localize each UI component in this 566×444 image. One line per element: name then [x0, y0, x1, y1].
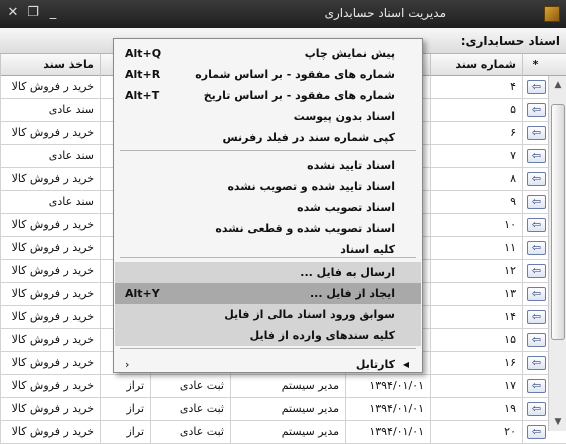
cell-row-selector: [522, 283, 548, 305]
row-open-arrow-icon[interactable]: ⇦: [527, 149, 546, 163]
cell-number: ۱۴: [430, 306, 522, 328]
row-open-arrow-icon[interactable]: ⇦: [527, 103, 546, 117]
row-open-arrow-icon[interactable]: ⇦: [527, 218, 546, 232]
context-menu: [113, 38, 423, 373]
cell-source: خرید ر فروش کالا: [0, 398, 100, 420]
row-open-arrow-icon[interactable]: ⇦: [527, 310, 546, 324]
cell-row-selector: [522, 214, 548, 236]
menu-item-label: شماره های مفقود - بر اساس تاریخ: [203, 89, 395, 102]
cell-date: ۱۳۹۴/۰۱/۰۱: [345, 421, 430, 443]
cell-row-selector: [522, 375, 548, 397]
menu-item-label: سوابق ورود اسناد مالی از فایل: [224, 308, 395, 321]
cell-source: خرید ر فروش کالا: [0, 375, 100, 397]
cell-row-selector: [522, 145, 548, 167]
menu-item[interactable]: [115, 239, 421, 260]
cell-type: تراز: [100, 421, 150, 443]
cell-number: ۲۰: [430, 421, 522, 443]
row-open-arrow-icon[interactable]: ⇦: [527, 356, 546, 370]
cell-row-selector: [522, 329, 548, 351]
menu-item-label: اسناد تصویب شده: [297, 201, 395, 214]
column-header-marker[interactable]: *: [522, 54, 548, 76]
app-logo-icon: [544, 6, 560, 22]
vertical-scrollbar[interactable]: [548, 76, 566, 431]
cell-source: خرید ر فروش کالا: [0, 237, 100, 259]
table-row[interactable]: [0, 375, 566, 398]
cell-number: ۱۱: [430, 237, 522, 259]
cell-type: تراز: [100, 375, 150, 397]
cell-number: ۱۵: [430, 329, 522, 351]
cell-source: سند عادی: [0, 145, 100, 167]
cell-user: مدیر سیستم: [230, 375, 345, 397]
row-open-arrow-icon[interactable]: ⇦: [527, 195, 546, 209]
cell-row-selector: [522, 168, 548, 190]
cell-row-selector: [522, 398, 548, 420]
submenu-arrow-icon: ◀: [402, 360, 409, 369]
menu-item[interactable]: [115, 127, 421, 148]
scroll-up-icon[interactable]: ▲: [554, 80, 562, 90]
menu-item-label: شماره های مفقود - بر اساس شماره: [195, 68, 395, 81]
menu-item[interactable]: [115, 354, 421, 375]
cell-row-selector: [522, 306, 548, 328]
menu-item-label: اسناد تایید شده و تصویب نشده: [227, 180, 395, 193]
cell-source: سند عادی: [0, 99, 100, 121]
cell-row-selector: [522, 99, 548, 121]
cell-type: تراز: [100, 398, 150, 420]
cell-user: مدیر سیستم: [230, 421, 345, 443]
cell-source: خرید ر فروش کالا: [0, 122, 100, 144]
cell-source: خرید ر فروش کالا: [0, 329, 100, 351]
cell-number: ۸: [430, 168, 522, 190]
menu-item-shortcut: Alt+R: [125, 68, 161, 81]
menu-item-shortcut: Alt+Q: [125, 47, 162, 60]
menu-item-label: اسناد تصویب شده و قطعی نشده: [215, 222, 395, 235]
row-open-arrow-icon[interactable]: ⇦: [527, 333, 546, 347]
cell-number: ۴: [430, 76, 522, 98]
close-icon[interactable]: ✕: [7, 5, 19, 20]
cell-date: ۱۳۹۴/۰۱/۰۱: [345, 375, 430, 397]
row-open-arrow-icon[interactable]: ⇦: [527, 264, 546, 278]
cell-number: ۹: [430, 191, 522, 213]
row-open-arrow-icon[interactable]: ⇦: [527, 126, 546, 140]
chevron-right-icon: ›: [125, 358, 130, 371]
row-open-arrow-icon[interactable]: ⇦: [527, 425, 546, 439]
row-open-arrow-icon[interactable]: ⇦: [527, 241, 546, 255]
menu-item-label: کلیه اسناد: [340, 243, 395, 256]
cell-row-selector: [522, 76, 548, 98]
cell-row-selector: [522, 260, 548, 282]
row-open-arrow-icon[interactable]: ⇦: [527, 287, 546, 301]
menu-item-label: کپی شماره سند در فیلد رفرنس: [222, 131, 395, 144]
table-row[interactable]: [0, 398, 566, 421]
menu-item-label: ارسال به فایل ...: [300, 266, 395, 279]
menu-separator: [120, 348, 416, 349]
cell-user: مدیر سیستم: [230, 398, 345, 420]
menu-item[interactable]: [115, 197, 421, 218]
menu-item[interactable]: [115, 176, 421, 197]
menu-item-label: ایجاد از فایل ...: [309, 287, 395, 300]
minimize-icon[interactable]: _: [49, 5, 57, 20]
cell-number: ۱۰: [430, 214, 522, 236]
cell-source: خرید ر فروش کالا: [0, 306, 100, 328]
cell-status: ثبت عادی: [150, 398, 230, 420]
menu-item-label: کلیه سندهای وارده از فایل: [249, 329, 395, 342]
menu-item[interactable]: [115, 85, 421, 106]
cell-source: خرید ر فروش کالا: [0, 168, 100, 190]
cell-number: ۵: [430, 99, 522, 121]
maximize-icon[interactable]: ❐: [27, 5, 39, 20]
row-open-arrow-icon[interactable]: ⇦: [527, 379, 546, 393]
cell-source: خرید ر فروش کالا: [0, 352, 100, 374]
cell-row-selector: [522, 122, 548, 144]
section-caption: اسناد حسابداری:: [460, 34, 560, 48]
menu-item-label: اسناد بدون پیوست: [293, 110, 395, 123]
cell-source: خرید ر فروش کالا: [0, 76, 100, 98]
scrollbar-thumb[interactable]: [551, 104, 565, 340]
cell-number: ۱۷: [430, 375, 522, 397]
row-open-arrow-icon[interactable]: ⇦: [527, 402, 546, 416]
menu-item[interactable]: [115, 218, 421, 239]
title-bar: [0, 0, 566, 28]
cell-source: سند عادی: [0, 191, 100, 213]
cell-number: ۷: [430, 145, 522, 167]
menu-item-shortcut: Alt+T: [125, 89, 160, 102]
row-open-arrow-icon[interactable]: ⇦: [527, 80, 546, 94]
menu-item-label: کارتابل: [355, 358, 395, 371]
window-title: مدیریت اسناد حسابداری: [324, 6, 446, 20]
cell-source: خرید ر فروش کالا: [0, 260, 100, 282]
menu-item[interactable]: [115, 262, 421, 283]
cell-date: ۱۳۹۴/۰۱/۰۱: [345, 398, 430, 420]
menu-item-label: اسناد تایید نشده: [307, 159, 395, 172]
cell-source: خرید ر فروش کالا: [0, 283, 100, 305]
cell-row-selector: [522, 352, 548, 374]
menu-item[interactable]: [115, 106, 421, 127]
cell-number: ۱۹: [430, 398, 522, 420]
row-open-arrow-icon[interactable]: ⇦: [527, 172, 546, 186]
column-header-source[interactable]: ماخذ سند: [0, 54, 100, 76]
cell-source: خرید ر فروش کالا: [0, 214, 100, 236]
cell-row-selector: [522, 421, 548, 443]
column-header-number[interactable]: شماره سند: [430, 54, 522, 76]
cell-row-selector: [522, 237, 548, 259]
menu-item[interactable]: [115, 43, 421, 64]
menu-item-label: پیش نمایش چاپ: [304, 47, 395, 60]
cell-number: ۱۲: [430, 260, 522, 282]
cell-number: ۱۳: [430, 283, 522, 305]
menu-item[interactable]: [115, 64, 421, 85]
menu-item-shortcut: Alt+Y: [125, 287, 160, 300]
cell-number: ۱۶: [430, 352, 522, 374]
table-row[interactable]: [0, 421, 566, 444]
cell-status: ثبت عادی: [150, 421, 230, 443]
menu-item[interactable]: [115, 325, 421, 346]
cell-number: ۶: [430, 122, 522, 144]
cell-source: خرید ر فروش کالا: [0, 421, 100, 443]
menu-item[interactable]: [115, 304, 421, 325]
menu-item[interactable]: [115, 155, 421, 176]
cell-row-selector: [522, 191, 548, 213]
menu-separator: [120, 150, 416, 151]
cell-status: ثبت عادی: [150, 375, 230, 397]
menu-item[interactable]: [115, 283, 421, 304]
scroll-down-icon[interactable]: ▼: [554, 417, 562, 427]
